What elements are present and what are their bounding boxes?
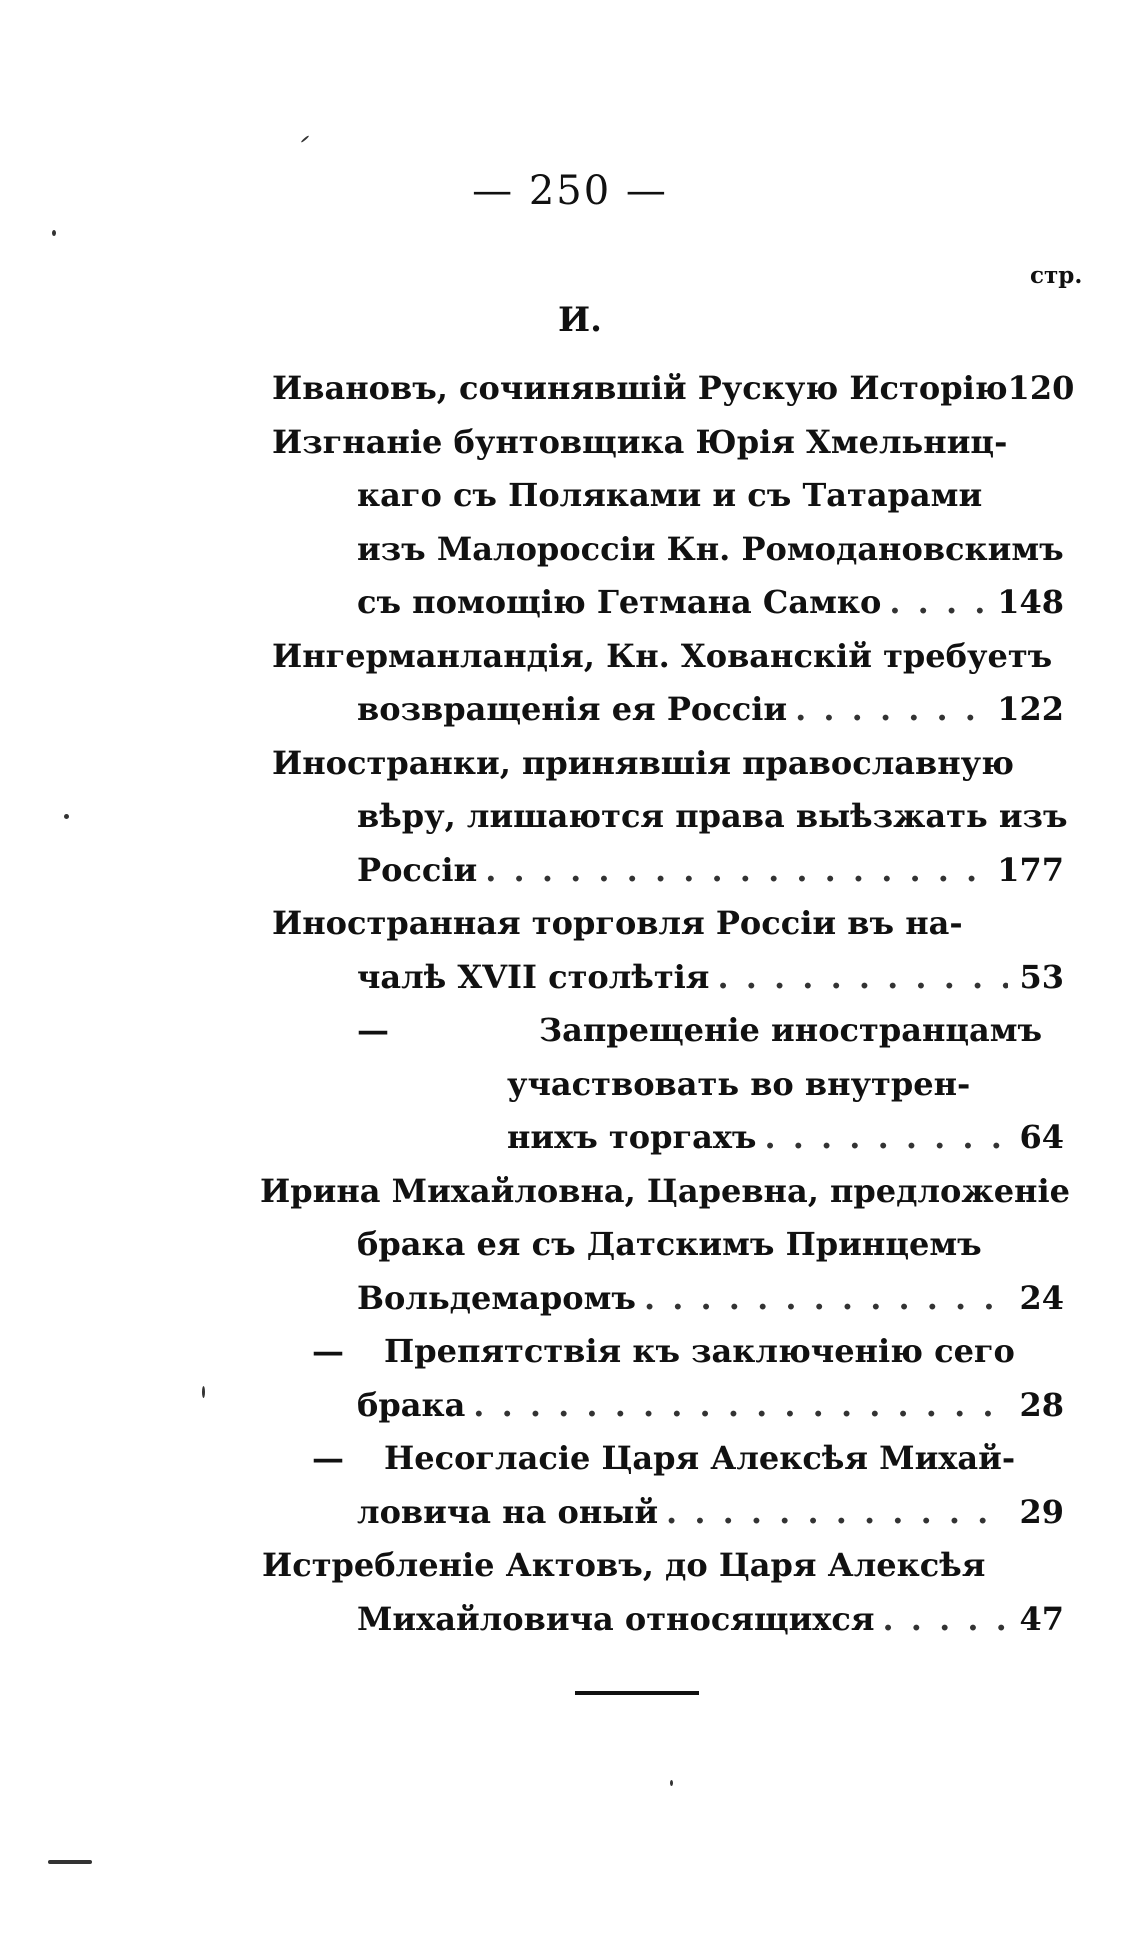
entry-page: 64 bbox=[1019, 1118, 1064, 1156]
entry-page: 28 bbox=[1019, 1385, 1064, 1424]
entry-text: Ивановъ, сочинявшій Рускую Исторію bbox=[272, 369, 1008, 407]
index-entry bbox=[272, 630, 1064, 737]
scan-speck bbox=[48, 1860, 92, 1864]
entry-text: Ирина Михайловна, Царевна, предложеніе bbox=[260, 1171, 1070, 1210]
end-rule bbox=[575, 1691, 699, 1695]
index-subentry bbox=[272, 1325, 1064, 1432]
entry-text: чалѣ XVII столѣтія bbox=[357, 957, 710, 996]
entry-text: Изгнаніе бунтовщика Юрія Хмельниц- bbox=[272, 422, 1008, 461]
entry-page: 24 bbox=[1019, 1278, 1064, 1317]
entry-page: 29 bbox=[1019, 1492, 1064, 1531]
entry-text: Ингерманландія, Кн. Хованскій требуетъ bbox=[272, 636, 1053, 675]
entry-text: брака bbox=[357, 1385, 466, 1424]
entry-text: участвовать во внутрен- bbox=[507, 1064, 971, 1103]
entry-text: возвращенія ея Россіи bbox=[357, 690, 788, 728]
scan-speck bbox=[64, 814, 69, 819]
dot-leader bbox=[666, 1486, 1008, 1540]
dot-leader bbox=[889, 576, 989, 630]
entry-page: 177 bbox=[997, 850, 1064, 889]
entry-text: брака ея съ Датскимъ Принцемъ bbox=[357, 1225, 982, 1263]
dot-leader bbox=[795, 683, 989, 737]
index-entry bbox=[272, 737, 1068, 898]
scan-speck bbox=[670, 1780, 673, 1786]
entry-text: вѣру, лишаются права выѣзжать изъ bbox=[357, 797, 1068, 835]
entry-text: ловича на оный bbox=[357, 1492, 659, 1531]
dot-leader bbox=[473, 1379, 1008, 1433]
index-subentry bbox=[272, 1432, 1064, 1539]
dot-leader bbox=[717, 951, 1008, 1005]
section-letter: И. bbox=[558, 300, 602, 340]
entry-page: 53 bbox=[1019, 957, 1064, 996]
entry-text: нихъ торгахъ bbox=[507, 1118, 757, 1156]
entry-text: Истребленіе Актовъ, до Царя Алексѣя bbox=[262, 1546, 986, 1584]
index-entries bbox=[260, 362, 1075, 1646]
dot-leader bbox=[764, 1111, 1008, 1165]
dot-leader bbox=[883, 1593, 1009, 1647]
dash-marker: — bbox=[357, 1011, 389, 1049]
index-entry bbox=[262, 1539, 1064, 1646]
entry-page: 120 bbox=[1007, 369, 1075, 407]
entry-page: 148 bbox=[997, 583, 1064, 621]
page-column-label: стр. bbox=[1030, 262, 1083, 289]
dot-leader bbox=[644, 1272, 1008, 1326]
entry-text: Запрещеніе иностранцамъ bbox=[539, 1011, 1043, 1049]
dot-leader bbox=[485, 844, 989, 898]
page-number: — 250 — bbox=[472, 168, 668, 214]
scan-speck bbox=[52, 230, 56, 236]
index-subentry bbox=[272, 1004, 1064, 1165]
entry-text: Иностранки, принявшія православную bbox=[272, 743, 1014, 782]
entry-text: изъ Малороссіи Кн. Ромодановскимъ bbox=[357, 529, 1064, 568]
index-entry bbox=[272, 897, 1064, 1004]
entry-page: 122 bbox=[997, 690, 1064, 728]
entry-text: Михайловича относящихся bbox=[357, 1599, 875, 1638]
entry-text: Иностранная торговля Россіи въ на- bbox=[272, 904, 963, 942]
entry-text: Препятствія къ заключенію сего bbox=[384, 1332, 1015, 1370]
dash-marker: — bbox=[312, 1439, 344, 1477]
scan-speck bbox=[301, 135, 310, 143]
entry-text: Россіи bbox=[357, 850, 478, 889]
index-entry bbox=[260, 1165, 1070, 1326]
dash-marker: — bbox=[312, 1332, 344, 1370]
index-entry bbox=[272, 416, 1064, 630]
entry-text: каго съ Поляками и съ Татарами bbox=[357, 476, 983, 514]
index-entry bbox=[272, 362, 1075, 416]
scan-speck bbox=[202, 1386, 205, 1398]
entry-page: 47 bbox=[1019, 1599, 1064, 1638]
entry-text: Несогласіе Царя Алексѣя Михай- bbox=[384, 1439, 1016, 1477]
entry-text: Вольдемаромъ bbox=[357, 1278, 636, 1317]
entry-text: съ помощію Гетмана Самко bbox=[357, 583, 882, 621]
